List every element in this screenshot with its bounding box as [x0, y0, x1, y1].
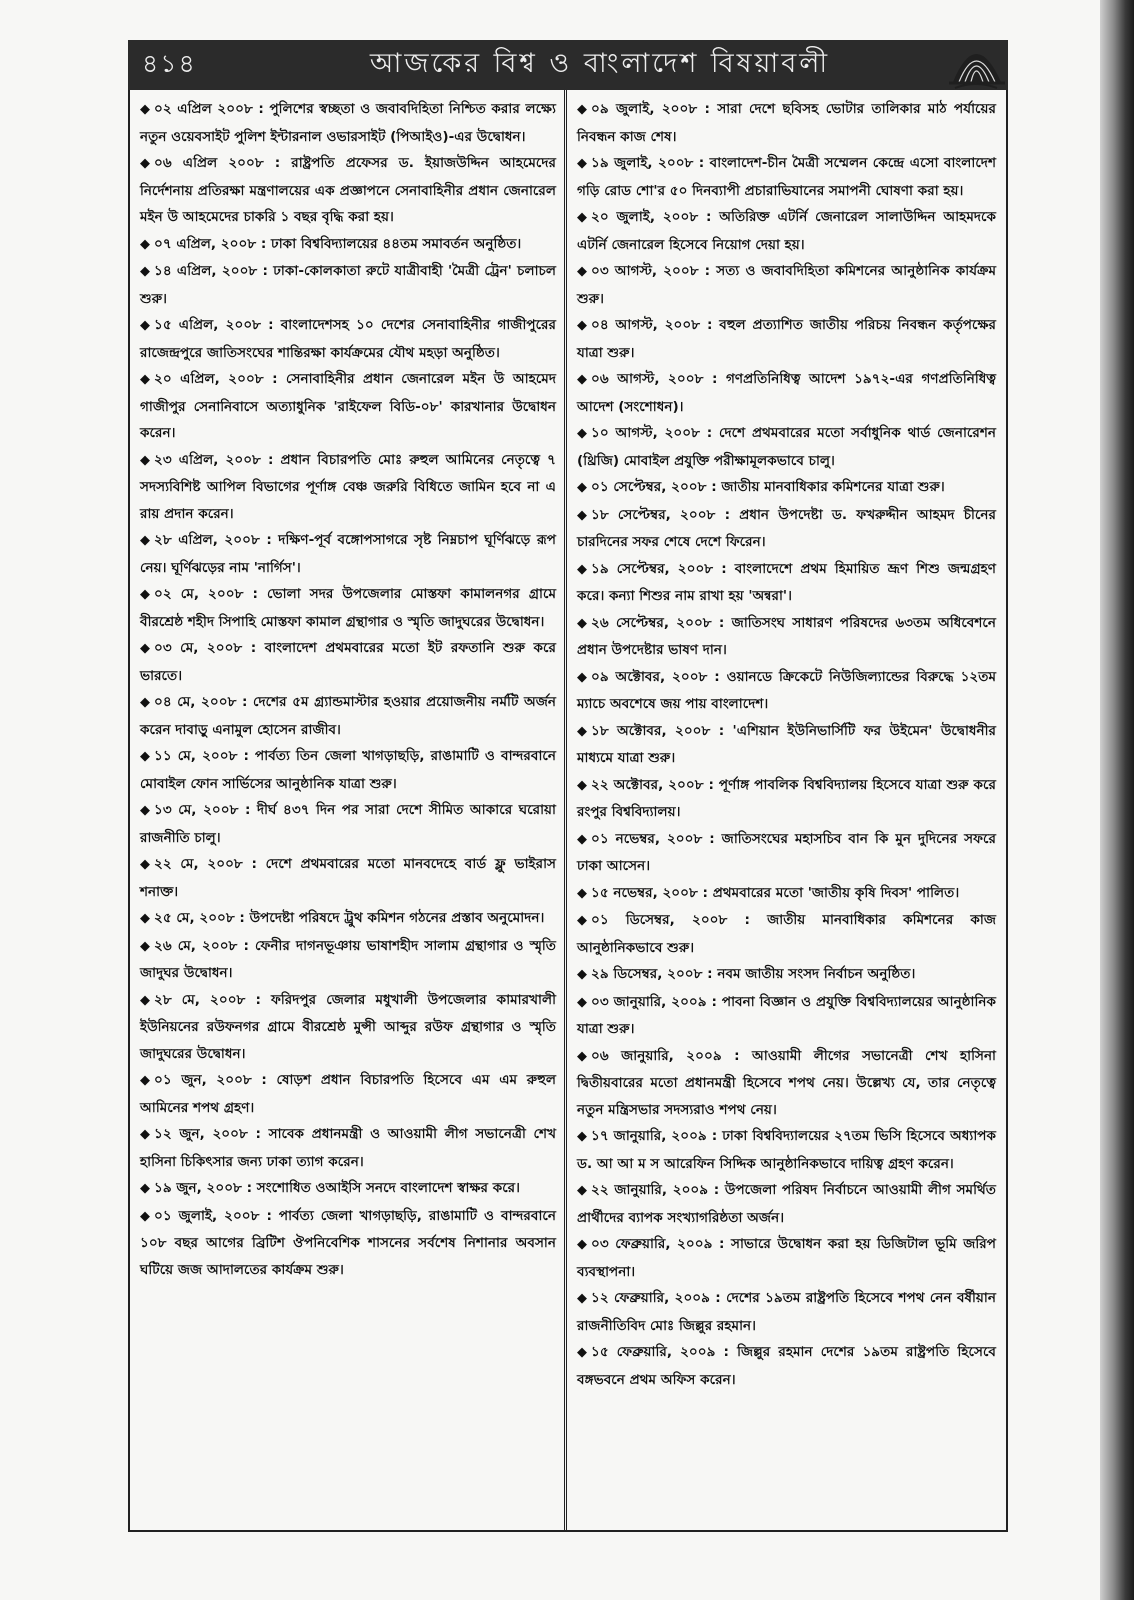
- timeline-entry: [140, 933, 556, 987]
- diamond-bullet-icon: ◆: [577, 967, 587, 982]
- entry-text: ০৩ মে, ২০০৮ : বাংলাদেশ প্রথমবারের মতো ইট রফতানি শুরু করে ভারতে।: [140, 640, 556, 684]
- entry-text: ২০ জুলাই, ২০০৮ : অতিরিক্ত এটর্নি জেনারেল সালাউদ্দিন আহমদকে এটর্নি জেনারেল হিসেবে নিয়োগ দেয়া হয়।: [577, 209, 996, 253]
- entry-text: ১৫ এপ্রিল, ২০০৮ : বাংলাদেশসহ ১০ দেশের সেনাবাহিনীর গাজীপুরের রাজেন্দ্রপুরে জাতিসংঘের শান্তিরক্ষা কার্যক্রমের যৌথ মহড়া অনুষ্ঠিত।: [140, 317, 556, 361]
- timeline-entry: [140, 527, 556, 581]
- diamond-bullet-icon: ◆: [577, 507, 587, 523]
- diamond-bullet-icon: ◆: [577, 561, 587, 577]
- diamond-bullet-icon: ◆: [577, 1129, 587, 1144]
- diamond-bullet-icon: ◆: [140, 264, 150, 279]
- entry-text: ১১ মে, ২০০৮ : পার্বত্য তিন জেলা খাগড়াছড়ি, রাঙামাটি ও বান্দরবানে মোবাইল ফোন সার্ভিসের আনুষ্ঠানিক যাত্রা শুরু।: [140, 748, 556, 792]
- diamond-bullet-icon: ◆: [577, 885, 587, 901]
- entry-text: ০১ জুন, ২০০৮ : ষোড়শ প্রধান বিচারপতি হিসেবে এম এম রুহুল আমিনের শপথ গ্রহণ।: [140, 1072, 556, 1116]
- timeline-entry: [140, 581, 556, 635]
- entry-text: ২০ এপ্রিল, ২০০৮ : সেনাবাহিনীর প্রধান জেনারেল মইন উ আহমেদ গাজীপুর সেনানিবাসে অত্যাধুনিক 'রাইফেল বিডি-০৮' কারখানার উদ্বোধন করেন।: [140, 371, 556, 441]
- page-number: ৪১৪: [142, 48, 197, 78]
- left-column: [130, 90, 567, 1530]
- diamond-bullet-icon: ◆: [140, 911, 150, 926]
- entry-text: ০২ মে, ২০০৮ : ভোলা সদর উপজেলার মোস্তফা কামালনগর গ্রামে বীরশ্রেষ্ঠ শহীদ সিপাহি মোস্তফা কামাল গ্রন্থাগার ও স্মৃতি জাদুঘরের উদ্বোধন।: [140, 586, 556, 630]
- diamond-bullet-icon: ◆: [577, 994, 587, 1010]
- timeline-entry: [577, 610, 996, 664]
- timeline-entry: [140, 312, 556, 366]
- entry-text: ১৫ নভেম্বর, ২০০৮ : প্রথমবারের মতো 'জাতীয় কৃষি দিবস' পালিত।: [591, 884, 960, 901]
- entry-text: ০১ নভেম্বর, ২০০৮ : জাতিসংঘের মহাসচিব বান কি মুন দুদিনের সফরে ঢাকা আসেন।: [577, 830, 996, 874]
- timeline-entry: [577, 826, 996, 880]
- diamond-bullet-icon: ◆: [577, 156, 587, 171]
- book-spine-shadow: [1100, 0, 1134, 1600]
- timeline-entry: [140, 797, 556, 851]
- diamond-bullet-icon: ◆: [577, 1345, 587, 1360]
- diamond-bullet-icon: ◆: [140, 1073, 150, 1088]
- diamond-bullet-icon: ◆: [577, 913, 587, 928]
- diamond-bullet-icon: ◆: [577, 426, 587, 441]
- right-column: [567, 90, 1004, 1530]
- timeline-entry: [140, 1121, 556, 1175]
- diamond-bullet-icon: ◆: [140, 587, 150, 602]
- timeline-entry: [577, 772, 996, 826]
- diamond-bullet-icon: ◆: [140, 318, 150, 333]
- diamond-bullet-icon: ◆: [140, 992, 150, 1008]
- timeline-entry: [140, 987, 556, 1068]
- entry-text: ১৮ সেপ্টেম্বর, ২০০৮ : প্রধান উপদেষ্টা ড. ফখরুদ্দীন আহমদ চীনের চারদিনের সফর শেষে দেশে ফিরেন।: [577, 506, 996, 550]
- entry-text: ১৩ মে, ২০০৮ : দীর্ঘ ৪৩৭ দিন পর সারা দেশে সীমিত আকারে ঘরোয়া রাজনীতি চালু।: [140, 802, 556, 846]
- timeline-entry: [140, 905, 556, 933]
- entry-text: ০১ ডিসেম্বর, ২০০৮ : জাতীয় মানবাধিকার কমিশনের কাজ আনুষ্ঠানিকভাবে শুরু।: [577, 912, 996, 956]
- diamond-bullet-icon: ◆: [140, 1181, 150, 1196]
- timeline-entry: [577, 664, 996, 718]
- timeline-entry: [140, 366, 556, 447]
- timeline-entry: [577, 556, 996, 610]
- timeline-entry: [577, 880, 996, 908]
- timeline-entry: [577, 366, 996, 420]
- timeline-entry: [140, 447, 556, 528]
- timeline-entry: [140, 689, 556, 743]
- timeline-entry: [140, 743, 556, 797]
- entry-text: ০৪ মে, ২০০৮ : দেশের ৫ম গ্র্যান্ডমাস্টার হওয়ার প্রয়োজনীয় নর্মটি অর্জন করেন দাবাড়ু এনামুল হোসেন রাজীব।: [140, 694, 556, 738]
- entry-text: ১০ আগস্ট, ২০০৮ : দেশে প্রথমবারের মতো সর্বাধুনিক থার্ড জেনারেশন (থ্রিজি) মোবাইল প্রযুক্তি পরীক্ষামূলকভাবে চালু।: [577, 425, 996, 469]
- timeline-entry: [140, 851, 556, 905]
- diamond-bullet-icon: ◆: [140, 1208, 150, 1224]
- timeline-entry: [140, 96, 556, 150]
- entry-text: ০৩ ফেব্রুয়ারি, ২০০৯ : সাভারে উদ্বোধন করা হয় ডিজিটাল ভূমি জরিপ ব্যবস্থাপনা।: [577, 1236, 996, 1280]
- diamond-bullet-icon: ◆: [577, 1183, 587, 1198]
- diamond-bullet-icon: ◆: [577, 372, 587, 387]
- entry-text: ০৯ অক্টোবর, ২০০৮ : ওয়ানডে ক্রিকেটে নিউজিল্যান্ডের বিরুদ্ধে ১২তম ম্যাচে অবশেষে জয় পায় বাংলাদেশ।: [577, 668, 996, 712]
- timeline-entry: [140, 1175, 556, 1203]
- entry-text: ০২ এপ্রিল ২০০৮ : পুলিশের স্বচ্ছতা ও জবাবদিহিতা নিশ্চিত করার লক্ষ্যে নতুন ওয়েবসাইট পুলিশ ইন্টারনাল ওভারসাইট (পিআইও)-এর উদ্বোধন।: [140, 101, 556, 145]
- diamond-bullet-icon: ◆: [140, 695, 150, 710]
- diamond-bullet-icon: ◆: [140, 1127, 150, 1142]
- diamond-bullet-icon: ◆: [577, 318, 587, 333]
- diamond-bullet-icon: ◆: [577, 777, 587, 793]
- entry-text: ২৬ সেপ্টেম্বর, ২০০৮ : জাতিসংঘ সাধারণ পরিষদের ৬৩তম অধিবেশনে প্রধান উপদেষ্টার ভাষণ দান।: [577, 614, 996, 658]
- diamond-bullet-icon: ◆: [577, 669, 587, 685]
- entry-text: ২২ জানুয়ারি, ২০০৯ : উপজেলা পরিষদ নির্বাচনে আওয়ামী লীগ সমর্থিত প্রার্থীদের ব্যাপক সংখ্যাগরিষ্ঠতা অর্জন।: [577, 1182, 996, 1226]
- timeline-entry: [140, 1067, 556, 1121]
- diamond-bullet-icon: ◆: [577, 615, 587, 631]
- diamond-bullet-icon: ◆: [577, 1291, 587, 1306]
- entry-text: ০৩ জানুয়ারি, ২০০৯ : পাবনা বিজ্ঞান ও প্রযুক্তি বিশ্ববিদ্যালয়ের আনুষ্ঠানিক যাত্রা শুরু।: [577, 993, 996, 1037]
- entry-text: ২৬ মে, ২০০৮ : ফেনীর দাগনভূঞায় ভাষাশহীদ সালাম গ্রন্থাগার ও স্মৃতি জাদুঘর উদ্বোধন।: [140, 937, 556, 981]
- entry-text: ১৫ ফেব্রুয়ারি, ২০০৯ : জিল্লুর রহমান দেশের ১৯তম রাষ্ট্রপতি হিসেবে বঙ্গভবনে প্রথম অফিস করেন।: [577, 1344, 996, 1388]
- timeline-entry: [577, 1231, 996, 1285]
- timeline-entry: [577, 258, 996, 312]
- timeline-entry: [577, 1177, 996, 1231]
- entry-text: ২৩ এপ্রিল, ২০০৮ : প্রধান বিচারপতি মোঃ রুহুল আমিনের নেতৃত্বে ৭ সদস্যবিশিষ্ট আপিল বিভাগের পূর্ণাঙ্গ বেঞ্চ জরুরি বিধিতে জামিন হবে না এ রায় প্রদান করেন।: [140, 451, 556, 522]
- diamond-bullet-icon: ◆: [140, 803, 150, 818]
- diamond-bullet-icon: ◆: [140, 857, 150, 872]
- entry-text: ০৬ জানুয়ারি, ২০০৯ : আওয়ামী লীগের সভানেত্রী শেখ হাসিনা দ্বিতীয়বারের মতো প্রধানমন্ত্রী হিসেবে শপথ নেয়। উল্লেখ্য যে, তার নেতৃত্বে নতুন মন্ত্রিসভার সদস্যরাও শপথ নেয়।: [577, 1047, 996, 1118]
- entry-text: ০৪ আগস্ট, ২০০৮ : বহুল প্রত্যাশিত জাতীয় পরিচয় নিবন্ধন কর্তৃপক্ষের যাত্রা শুরু।: [577, 317, 996, 361]
- diamond-bullet-icon: ◆: [140, 938, 150, 954]
- entry-text: ২৮ মে, ২০০৮ : ফরিদপুর জেলার মধুখালী উপজেলার কামারখালী ইউনিয়নের রউফনগর গ্রামে বীরশ্রেষ্ঠ মুন্সী আব্দুর রউফ গ্রন্থাগার ও স্মৃতি জাদুঘরের উদ্বোধন।: [140, 991, 556, 1062]
- timeline-entry: [577, 1285, 996, 1339]
- timeline-entry: [577, 204, 996, 258]
- timeline-entry: [577, 420, 996, 474]
- timeline-entry: [140, 635, 556, 689]
- timeline-entry: [577, 718, 996, 772]
- book-title: আজকের বিশ্ব ও বাংলাদেশ বিষয়াবলী: [369, 47, 831, 79]
- diamond-bullet-icon: ◆: [140, 749, 150, 764]
- diamond-bullet-icon: ◆: [577, 210, 587, 225]
- page-header: [128, 40, 1008, 90]
- entry-text: ১৯ জুন, ২০০৮ : সংশোধিত ওআইসি সনদে বাংলাদেশ স্বাক্ষর করে।: [154, 1180, 521, 1196]
- diamond-bullet-icon: ◆: [140, 372, 150, 387]
- entry-text: ১৭ জানুয়ারি, ২০০৯ : ঢাকা বিশ্ববিদ্যালয়ের ২৭তম ভিসি হিসেবে অধ্যাপক ড. আ আ ম স আরেফিন সিদ্দিক আনুষ্ঠানিকভাবে দায়িত্ব গ্রহণ করেন।: [577, 1128, 996, 1172]
- timeline-entry: [140, 258, 556, 312]
- entry-text: ০৬ এপ্রিল ২০০৮ : রাষ্ট্রপতি প্রফেসর ড. ইয়াজউদ্দিন আহমেদের নির্দেশনায় প্রতিরক্ষা মন্ত্রণালয়ের এক প্রজ্ঞাপনে সেনাবাহিনীর প্রধান জেনারেল মইন উ আহমেদের চাকরি ১ বছর বৃদ্ধি করা হয়।: [140, 155, 556, 225]
- timeline-entry: [577, 1339, 996, 1393]
- entry-text: ০১ জুলাই, ২০০৮ : পার্বত্য জেলা খাগড়াছড়ি, রাঙামাটি ও বান্দরবানে ১০৮ বছর আগের ব্রিটিশ ঔপনিবেশিক শাসনের সর্বশেষ নিশানার অবসান ঘটিয়ে জজ আদালতের কার্যক্রম শুরু।: [140, 1207, 556, 1278]
- timeline-entry: [577, 907, 996, 961]
- entry-text: ২৫ মে, ২০০৮ : উপদেষ্টা পরিষদে ট্রুথ কমিশন গঠনের প্রস্তাব অনুমোদন।: [154, 910, 545, 926]
- entry-text: ০১ সেপ্টেম্বর, ২০০৮ : জাতীয় মানবাধিকার কমিশনের যাত্রা শুরু।: [591, 479, 945, 495]
- entry-text: ১৯ সেপ্টেম্বর, ২০০৮ : বাংলাদেশে প্রথম হিমায়িত ভ্রূণ শিশু জন্মগ্রহণ করে। কন্যা শিশুর নাম রাখা হয় 'অন্বরা'।: [577, 560, 996, 604]
- diamond-bullet-icon: ◆: [140, 236, 150, 252]
- entry-text: ১৮ অক্টোবর, ২০০৮ : 'এশিয়ান ইউনিভার্সিটি ফর উইমেন' উদ্বোধনীর মাধ্যমে যাত্রা শুরু।: [577, 722, 996, 766]
- diamond-bullet-icon: ◆: [577, 1048, 587, 1064]
- diamond-bullet-icon: ◆: [577, 480, 587, 495]
- entry-text: ২৮ এপ্রিল, ২০০৮ : দক্ষিণ-পূর্ব বঙ্গোপসাগরে সৃষ্ট নিম্নচাপ ঘূর্ণিঝড়ে রূপ নেয়। ঘূর্ণিঝড়ের নাম 'নার্গিস'।: [140, 532, 556, 576]
- entry-text: ২৯ ডিসেম্বর, ২০০৮ : নবম জাতীয় সংসদ নির্বাচন অনুষ্ঠিত।: [591, 966, 916, 982]
- timeline-entry: [577, 961, 996, 989]
- entry-text: ২২ অক্টোবর, ২০০৮ : পূর্ণাঙ্গ পাবলিক বিশ্ববিদ্যালয় হিসেবে যাত্রা শুরু করে রংপুর বিশ্ববিদ্যালয়।: [577, 776, 996, 820]
- timeline-entry: [140, 1203, 556, 1284]
- timeline-entry: [577, 1043, 996, 1124]
- diamond-bullet-icon: ◆: [577, 102, 587, 117]
- diamond-bullet-icon: ◆: [577, 264, 587, 279]
- diamond-bullet-icon: ◆: [577, 1237, 587, 1252]
- timeline-entry: [140, 231, 556, 259]
- timeline-entry: [577, 312, 996, 366]
- timeline-entry: [577, 502, 996, 556]
- entry-text: ০৬ আগস্ট, ২০০৮ : গণপ্রতিনিধিত্ব আদেশ ১৯৭২-এর গণপ্রতিনিধিত্ব আদেশ (সংশোধন)।: [577, 371, 996, 415]
- entry-text: ১৯ জুলাই, ২০০৮ : বাংলাদেশ-চীন মৈত্রী সম্মেলন কেন্দ্রে এসো বাংলাদেশ গড়ি রোড শো'র ৫০ দিনব্যাপী প্রচারাভিযানের সমাপনী ঘোষণা করা হয়।: [577, 155, 996, 199]
- timeline-entry: [140, 150, 556, 231]
- diamond-bullet-icon: ◆: [140, 452, 150, 468]
- timeline-entry: [577, 150, 996, 204]
- timeline-entry: [577, 96, 996, 150]
- diamond-bullet-icon: ◆: [140, 156, 150, 171]
- entry-text: ২২ মে, ২০০৮ : দেশে প্রথমবারের মতো মানবদেহে বার্ড ফ্লু ভাইরাস শনাক্ত।: [140, 856, 556, 900]
- entry-text: ১৪ এপ্রিল, ২০০৮ : ঢাকা-কোলকাতা রুটে যাত্রীবাহী 'মৈত্রী ট্রেন' চলাচল শুরু।: [140, 263, 556, 307]
- diamond-bullet-icon: ◆: [577, 831, 587, 847]
- timeline-entry: [577, 989, 996, 1043]
- timeline-entry: [577, 1123, 996, 1177]
- diamond-bullet-icon: ◆: [140, 533, 150, 548]
- page-body: [128, 90, 1008, 1532]
- entry-text: ০৭ এপ্রিল, ২০০৮ : ঢাকা বিশ্ববিদ্যালয়ের ৪৪তম সমাবর্তন অনুষ্ঠিত।: [154, 235, 522, 252]
- diamond-bullet-icon: ◆: [140, 102, 150, 117]
- header-ornament-icon: [945, 30, 1007, 90]
- diamond-bullet-icon: ◆: [577, 723, 587, 739]
- entry-text: ০৩ আগস্ট, ২০০৮ : সত্য ও জবাবদিহিতা কমিশনের আনুষ্ঠানিক কার্যক্রম শুরু।: [577, 263, 996, 307]
- timeline-entry: [577, 474, 996, 502]
- diamond-bullet-icon: ◆: [140, 641, 150, 656]
- entry-text: ১২ জুন, ২০০৮ : সাবেক প্রধানমন্ত্রী ও আওয়ামী লীগ সভানেত্রী শেখ হাসিনা চিকিৎসার জন্য ঢাকা ত্যাগ করেন।: [140, 1126, 556, 1170]
- entry-text: ১২ ফেব্রুয়ারি, ২০০৯ : দেশের ১৯তম রাষ্ট্রপতি হিসেবে শপথ নেন বর্ষীয়ান রাজনীতিবিদ মোঃ জিল্লুর রহমান।: [577, 1290, 996, 1334]
- entry-text: ০৯ জুলাই, ২০০৮ : সারা দেশে ছবিসহ ভোটার তালিকার মাঠ পর্যায়ের নিবন্ধন কাজ শেষ।: [577, 101, 996, 145]
